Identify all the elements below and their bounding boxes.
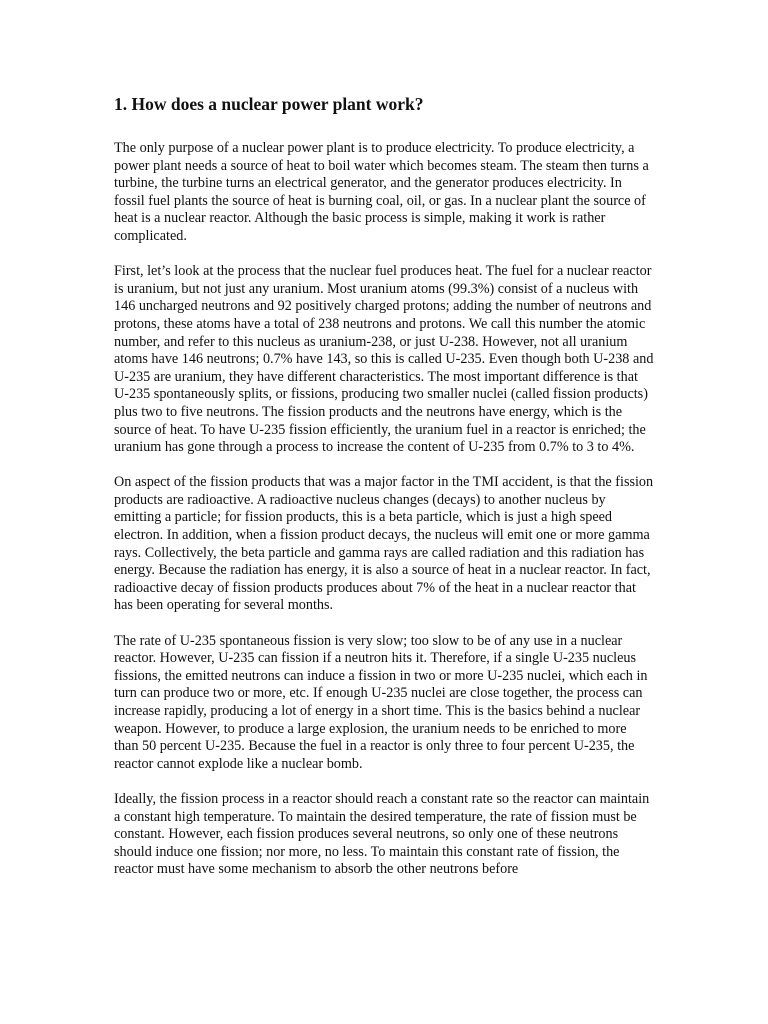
paragraph-fuel: First, let’s look at the process that the nuclear fuel produces heat. The fuel for a nuclear reactor is uranium, but not just any uranium. Most uranium atoms (99.3%) consist of a nucleus with 146 uncharged neutrons and 92 positively charged protons; adding the number of neutrons and protons, these atoms have a total of 238 neutrons and protons. We call this number the atomic number, and refer to this nucleus as uranium-238, or just U-238. However, not all uranium atoms have 146 neutrons; 0.7% have 143, so this is called U-235. Even though both U-238 and U-235 are uranium, they have different characteristics. The most important difference is that U-235 spontaneously splits, or fissions, producing two smaller nuclei (called fission products) plus two to five neutrons. The fission products and the neutrons have energy, which is the source of heat. To have U-235 fission efficiently, the uranium fuel in a reactor is enriched; the uranium has gone through a process to increase the content of U-235 from 0.7% to 3 to 4%.	[114, 263, 654, 456]
paragraph-fission-products: On aspect of the fission products that was a major factor in the TMI accident, is that the fission products are radioactive. A radioactive nucleus changes (decays) to another nucleus by emitting a particle; for fission products, this is a beta particle, which is just a high speed electron. In addition, when a fission product decays, the nucleus will emit one or more gamma rays. Collectively, the beta particle and gamma rays are called radiation and this radiation has energy. Because the radiation has energy, it is also a source of heat in a nuclear reactor. In fact, radioactive decay of fission products produces about 7% of the heat in a nuclear reactor that has been operating for several months.	[114, 474, 654, 614]
paragraph-intro: The only purpose of a nuclear power plant is to produce electricity. To produce electricity, a power plant needs a source of heat to boil water which becomes steam. The steam then turns a turbine, the turbine turns an electrical generator, and the generator produces electricity. In fossil fuel plants the source of heat is burning coal, oil, or gas. In a nuclear plant the source of heat is a nuclear reactor. Although the basic process is simple, making it work is rather complicated.	[114, 140, 649, 244]
section-heading: 1. How does a nuclear power plant work?	[114, 94, 424, 114]
paragraph-fission-rate: The rate of U-235 spontaneous fission is very slow; too slow to be of any use in a nuclear reactor. However, U-235 can fission if a neutron hits it. Therefore, if a single U-235 nucleus fissions, the emitted neutrons can induce a fission in two or more U-235 nuclei, which each in turn can produce two or more, etc. If enough U-235 nuclei are close together, the process can increase rapidly, producing a lot of energy in a short time. This is the basics behind a nuclear weapon. However, to produce a large explosion, the uranium needs to be enriched to more than 50 percent U-235. Because the fuel in a reactor is only three to four percent U-235, the reactor cannot explode like a nuclear bomb.	[114, 632, 648, 772]
paragraph-constant-rate: Ideally, the fission process in a reactor should reach a constant rate so the reactor can maintain a constant high temperature. To maintain the desired temperature, the rate of fission must be constant. However, each fission produces several neutrons, so only one of these neutrons should induce one fission; nor more, no less. To maintain this constant rate of fission, the reactor must have some mechanism to absorb the other neutrons before	[114, 790, 650, 878]
